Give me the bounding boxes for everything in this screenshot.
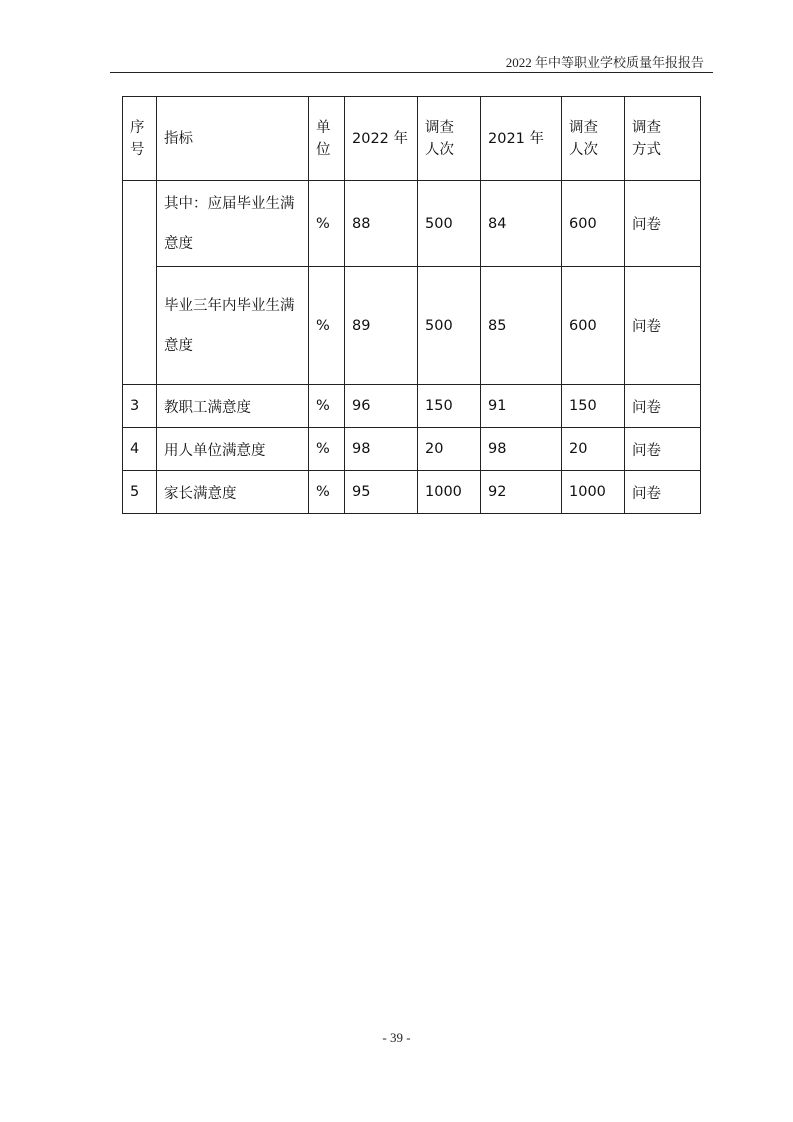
row-2021-value: 84 bbox=[481, 181, 562, 267]
row-method: 问卷 bbox=[625, 428, 701, 471]
row-2022-value: 95 bbox=[345, 471, 418, 514]
row-no: 3 bbox=[123, 385, 157, 428]
running-header: 2022 年中等职业学校质量年报报告 bbox=[505, 55, 704, 70]
table-row bbox=[123, 267, 701, 385]
header-unit: 单位 bbox=[309, 97, 345, 181]
row-no: 4 bbox=[123, 428, 157, 471]
table-header-row bbox=[123, 97, 701, 181]
row-2021-respondents: 600 bbox=[562, 267, 625, 385]
row-unit: % bbox=[309, 267, 345, 385]
row-2021-value: 98 bbox=[481, 428, 562, 471]
header-respondents-2022: 调查人次 bbox=[418, 97, 481, 181]
page-number: - 39 - bbox=[382, 1030, 411, 1045]
row-indicator: 家长满意度 bbox=[157, 471, 309, 514]
row-unit: % bbox=[309, 471, 345, 514]
row-unit: % bbox=[309, 428, 345, 471]
row-2021-value: 91 bbox=[481, 385, 562, 428]
table-row bbox=[123, 385, 701, 428]
header-indicator: 指标 bbox=[157, 97, 309, 181]
header-rule bbox=[110, 72, 713, 73]
table-row bbox=[123, 181, 701, 267]
row-2022-respondents: 20 bbox=[418, 428, 481, 471]
row-no: 5 bbox=[123, 471, 157, 514]
header-2022: 2022 年 bbox=[345, 97, 418, 181]
row-2022-respondents: 500 bbox=[418, 181, 481, 267]
row-indicator: 用人单位满意度 bbox=[157, 428, 309, 471]
row-unit: % bbox=[309, 181, 345, 267]
row-2022-value: 89 bbox=[345, 267, 418, 385]
row-2021-respondents: 20 bbox=[562, 428, 625, 471]
row-2021-value: 92 bbox=[481, 471, 562, 514]
header-no: 序号 bbox=[123, 97, 157, 181]
row-2022-respondents: 150 bbox=[418, 385, 481, 428]
row-method: 问卷 bbox=[625, 471, 701, 514]
table-row bbox=[123, 428, 701, 471]
header-respondents-2021: 调查人次 bbox=[562, 97, 625, 181]
table-row bbox=[123, 471, 701, 514]
row-indicator: 毕业三年内毕业生满意度 bbox=[157, 267, 309, 385]
row-unit: % bbox=[309, 385, 345, 428]
row-2022-value: 98 bbox=[345, 428, 418, 471]
row-2022-respondents: 1000 bbox=[418, 471, 481, 514]
satisfaction-table bbox=[122, 96, 701, 514]
header-method: 调查方式 bbox=[625, 97, 701, 181]
row-indicator: 其中：应届毕业生满意度 bbox=[157, 181, 309, 267]
row-indicator: 教职工满意度 bbox=[157, 385, 309, 428]
header-2021: 2021 年 bbox=[481, 97, 562, 181]
row-2021-respondents: 1000 bbox=[562, 471, 625, 514]
row-2022-value: 96 bbox=[345, 385, 418, 428]
row-method: 问卷 bbox=[625, 267, 701, 385]
row-2021-respondents: 150 bbox=[562, 385, 625, 428]
row-2021-respondents: 600 bbox=[562, 181, 625, 267]
row-method: 问卷 bbox=[625, 181, 701, 267]
row-method: 问卷 bbox=[625, 385, 701, 428]
row-2022-respondents: 500 bbox=[418, 267, 481, 385]
row-2021-value: 85 bbox=[481, 267, 562, 385]
row-2022-value: 88 bbox=[345, 181, 418, 267]
row-no bbox=[123, 181, 157, 385]
